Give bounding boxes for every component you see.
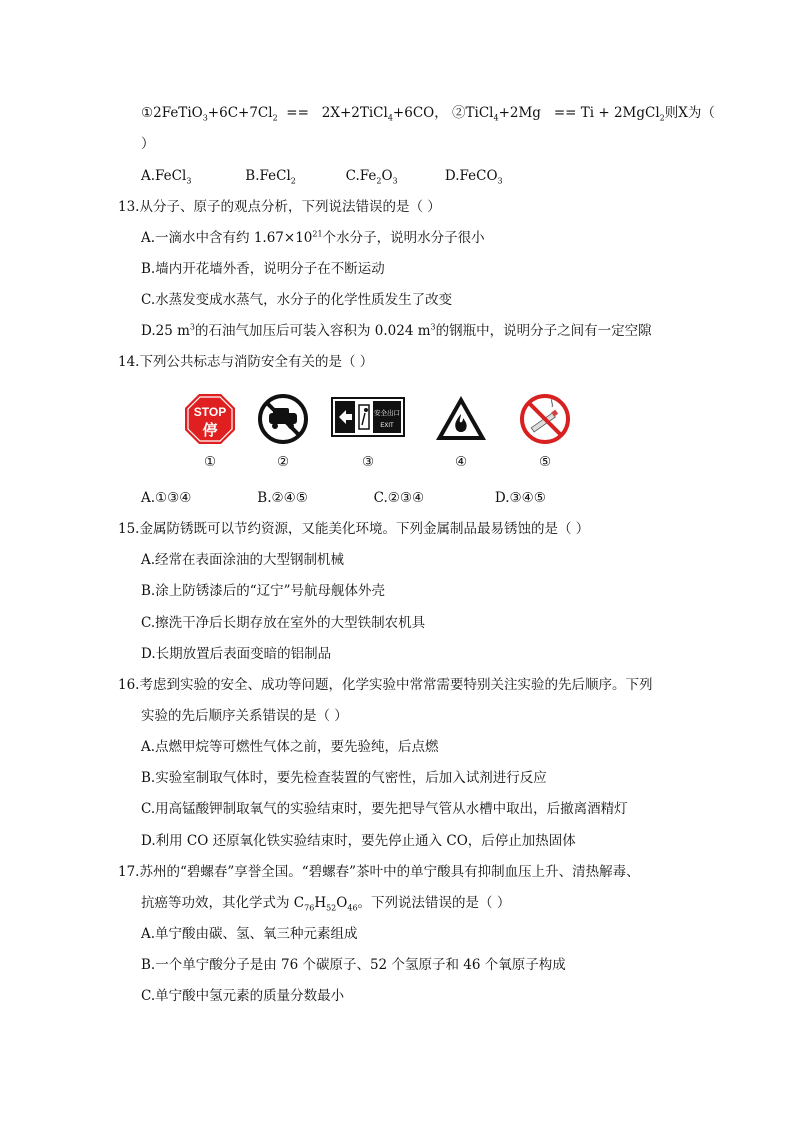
eq-text: 则X为（ [664, 105, 715, 121]
q17-stem-line2: 抗癌等功效，其化学式为 $C_{76}H_{52}O_{46}$。下列说法错误的是（ ） [141, 895, 511, 913]
eq-text: +6C+7Cl [207, 105, 273, 121]
q14-options [141, 489, 546, 507]
q14-stem: 14.下列公共标志与消防安全有关的是（ ） [118, 354, 374, 370]
eq-sub: 2 [659, 113, 665, 123]
exit-sign-icon [331, 397, 405, 437]
q12-options [141, 167, 503, 185]
q12-close-paren: ） [141, 136, 155, 152]
q16-stem-line1: 16.考虑到实验的安全、成功等问题，化学实验中常常需要特别关注实验的先后顺序。下列 [118, 677, 653, 693]
svg-text:安全出口: 安全出口 [374, 409, 400, 417]
eq-sub: 2 [272, 113, 278, 123]
q15-option-b: B.涂上防锈漆后的“辽宁”号航母舰体外壳 [141, 583, 386, 599]
no-smoking-sign-icon [518, 392, 572, 446]
q14-option-d: D.③④⑤ [494, 490, 546, 506]
q17-option-c: C.单宁酸中氢元素的质量分数最小 [141, 988, 345, 1004]
eq-text: ①2FeTiO [141, 105, 203, 121]
q14-option-b: B.②④⑤ [257, 490, 308, 506]
no-vehicle-sign-icon [256, 392, 310, 446]
eq-sub: 4 [387, 113, 393, 123]
eq-text: +2Mg == Ti + 2MgCl [498, 105, 660, 121]
q13-option-d: D.25 $m^3$的石油气加压后可装入容积为 0.024 $m^3$的钢瓶中，说明分子之间有一定空隙 [141, 322, 652, 339]
eq-text: == 2X+2TiCl [277, 105, 388, 121]
sign-number-4: ④ [454, 454, 468, 470]
q13-option-a: A.一滴水中含有约 $1.67\times 10^{21}$个水分子，说明水分子很小 [141, 229, 485, 246]
q12-equation [141, 104, 715, 122]
flammable-warning-icon [434, 392, 488, 446]
eq-text: +6CO， ②TiCl [392, 105, 494, 121]
q17-stem-line1: 17.苏州的“碧螺春”享誉全国。“碧螺春”茶叶中的单宁酸具有抑制血压上升、清热解毒、 [118, 864, 640, 880]
eq-sub: 3 [202, 113, 208, 123]
stop-sign-icon [183, 392, 237, 446]
q13-stem: 13.从分子、原子的观点分析，下列说法错误的是（ ） [118, 199, 441, 215]
sign-number-2: ② [276, 454, 290, 470]
q16-option-a: A.点燃甲烷等可燃性气体之前，要先验纯，后点燃 [141, 739, 439, 755]
eq-sub: 4 [493, 113, 499, 123]
svg-text:停: 停 [202, 421, 218, 439]
q12-option-d: D.FeCO$_3$ [444, 168, 503, 186]
q12-option-a: A.FeCl$_3$ [141, 168, 192, 186]
q12-option-b: B.FeCl$_2$ [245, 168, 296, 186]
svg-text:EXIT: EXIT [380, 423, 394, 429]
q16-stem-line2: 实验的先后顺序关系错误的是（ ） [141, 708, 348, 724]
q15-option-c: C.擦洗干净后长期存放在室外的大型铁制农机具 [141, 615, 426, 631]
q15-option-d: D.长期放置后表面变暗的铝制品 [141, 646, 332, 662]
q13-option-c: C.水蒸发变成水蒸气，水分子的化学性质发生了改变 [141, 292, 453, 308]
q16-option-c: C.用高锰酸钾制取氧气的实验结束时，要先把导气管从水槽中取出，后撤离酒精灯 [141, 801, 628, 817]
sign-number-3: ③ [361, 454, 375, 470]
q16-option-d: D.利用 CO 还原氧化铁实验结束时，要先停止通入 CO，后停止加热固体 [141, 833, 576, 849]
svg-text:STOP: STOP [193, 405, 227, 419]
q17-option-b: B.一个单宁酸分子是由 76 个碳原子、52 个氢原子和 46 个氧原子构成 [141, 957, 566, 973]
q15-stem: 15.金属防锈既可以节约资源，又能美化环境。下列金属制品最易锈蚀的是（ ） [118, 521, 590, 537]
sign-number-1: ① [203, 454, 217, 470]
q16-option-b: B.实验室制取气体时，要先检查装置的气密性，后加入试剂进行反应 [141, 770, 547, 786]
sign-number-5: ⑤ [538, 454, 552, 470]
q12-option-c: $C.Fe_2O_3$ [345, 168, 398, 186]
q13-option-b: B.墙内开花墙外香，说明分子在不断运动 [141, 261, 385, 277]
q14-option-a: A.①③④ [141, 490, 192, 506]
q17-option-a: A.单宁酸由碳、氢、氧三种元素组成 [141, 926, 358, 942]
q14-option-c: C.②③④ [373, 490, 425, 506]
q15-option-a: A.经常在表面涂油的大型钢制机械 [141, 552, 345, 568]
